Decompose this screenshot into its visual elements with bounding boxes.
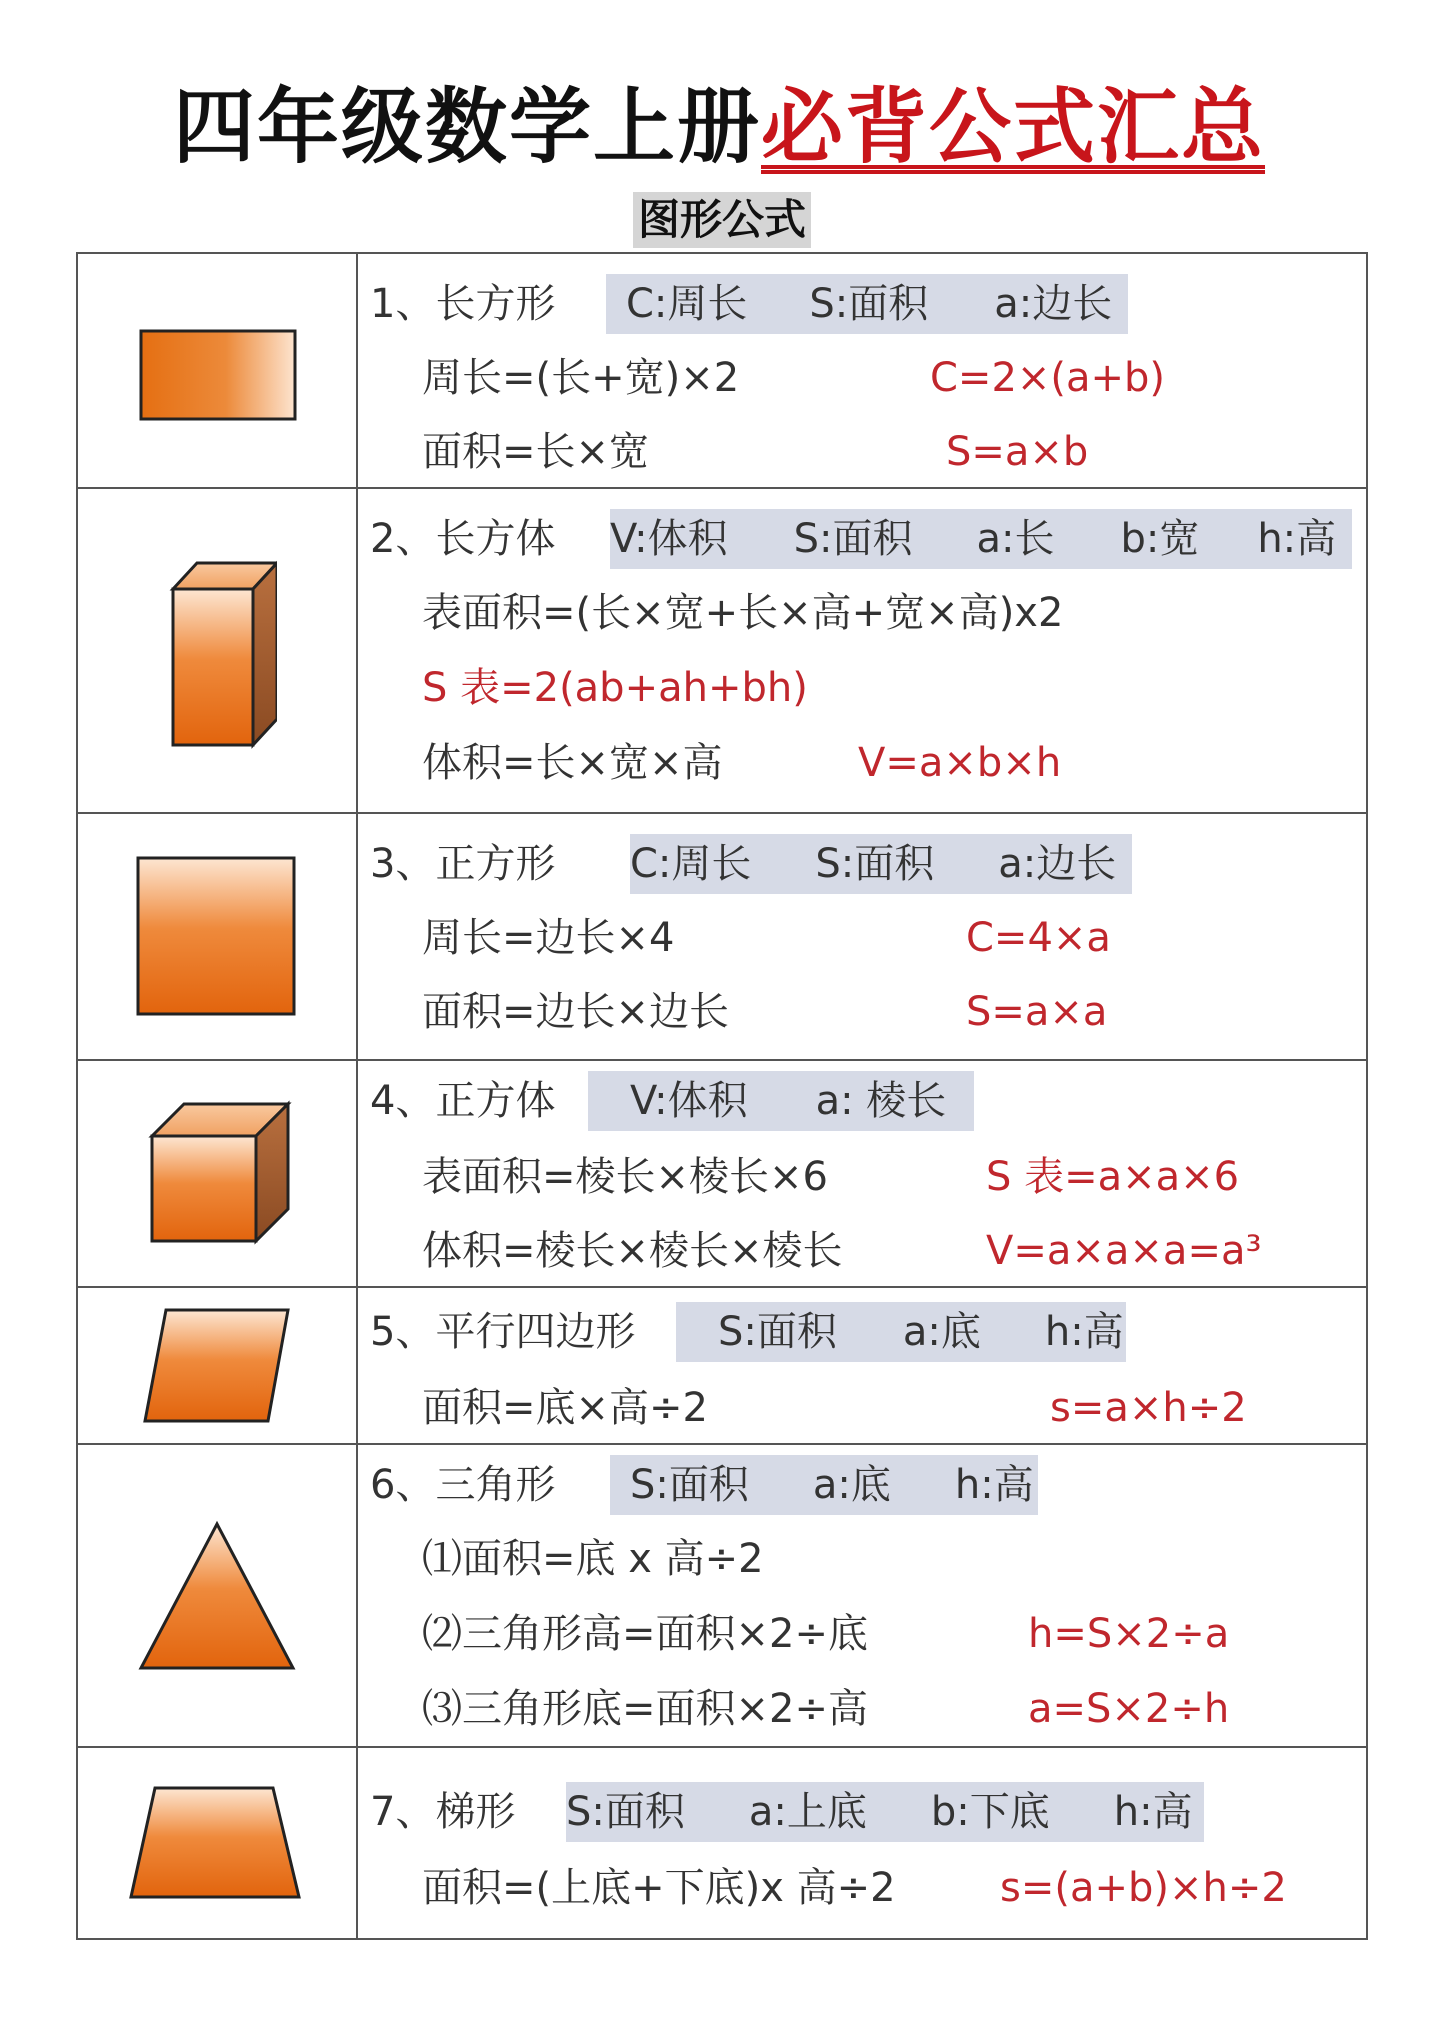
shape-heading: 2、长方体 [370, 516, 556, 562]
shape-cell [77, 1060, 357, 1287]
shape-heading: 6、三角形 [370, 1462, 556, 1508]
formula-expression: V=a×b×h [858, 740, 1062, 786]
table-row [77, 1444, 1367, 1747]
parallelogram-icon [142, 1307, 292, 1425]
legend-item: S:面积 [630, 1462, 749, 1508]
legend-bar [606, 274, 1128, 334]
formula-cell [357, 1444, 1367, 1747]
legend-item: C:周长 [630, 841, 752, 887]
square-icon [135, 855, 299, 1019]
shape-heading: 4、正方体 [370, 1078, 556, 1124]
formula-expression: S=a×b [946, 429, 1089, 475]
formula-cell [357, 813, 1367, 1060]
legend-item: h:高 [1257, 516, 1337, 562]
formula-cell [357, 488, 1367, 813]
legend-item: S:面积 [815, 841, 935, 887]
section-subtitle: 图形公式 [633, 192, 811, 248]
formula-text: 面积=长×宽 [422, 429, 650, 475]
formula-text: 体积=棱长×棱长×棱长 [422, 1228, 843, 1274]
formula-expression: S 表=2(ab+ah+bh) [422, 665, 808, 711]
legend-bar [610, 509, 1352, 569]
formula-text: 面积=底×高÷2 [422, 1385, 708, 1431]
formula-text: ⑵三角形高=面积×2÷底 [422, 1611, 868, 1657]
formula-expression: s=a×h÷2 [1050, 1385, 1247, 1431]
formula-text: 面积=(上底+下底)x 高÷2 [422, 1865, 896, 1911]
table-row [77, 1747, 1367, 1939]
formula-expression: h=S×2÷a [1028, 1611, 1230, 1657]
formula-expression: C=4×a [966, 915, 1111, 961]
formula-expression: s=(a+b)×h÷2 [1000, 1865, 1287, 1911]
formula-cell [357, 1287, 1367, 1444]
legend-bar [676, 1302, 1126, 1362]
formula-table [76, 252, 1368, 1940]
formula-cell [357, 1747, 1367, 1939]
formula-cell [357, 1060, 1367, 1287]
formula-expression: C=2×(a+b) [930, 355, 1166, 401]
legend-item: V:体积 [610, 516, 728, 562]
table-row [77, 1287, 1367, 1444]
legend-item: a:边长 [994, 281, 1113, 327]
page-title [0, 78, 1438, 178]
formula-text: ⑴面积=底 x 高÷2 [422, 1536, 764, 1582]
formula-expression: V=a×a×a=a³ [986, 1228, 1262, 1274]
legend-item: a:上底 [748, 1789, 867, 1835]
legend-item: a: 棱长 [815, 1078, 947, 1124]
table-row [77, 253, 1367, 488]
shape-heading: 3、正方形 [370, 841, 556, 887]
formula-text: 面积=边长×边长 [422, 989, 730, 1035]
legend-item: S:面积 [809, 281, 929, 327]
shape-cell [77, 1747, 357, 1939]
shape-heading: 5、平行四边形 [370, 1309, 636, 1355]
trapezoid-icon [127, 1785, 307, 1901]
legend-item: a:长 [976, 516, 1055, 562]
legend-item: a:底 [902, 1309, 981, 1355]
shape-cell [77, 1444, 357, 1747]
formula-expression: a=S×2÷h [1028, 1686, 1230, 1732]
legend-item: C:周长 [626, 281, 748, 327]
rectangle-icon [132, 316, 302, 426]
legend-bar [630, 834, 1132, 894]
legend-bar [566, 1782, 1204, 1842]
cube-icon [142, 1099, 292, 1249]
formula-text: 周长=边长×4 [422, 915, 675, 961]
legend-item: h:高 [1113, 1789, 1193, 1835]
shape-cell [77, 488, 357, 813]
legend-item: S:面积 [793, 516, 913, 562]
legend-item: a:底 [812, 1462, 891, 1508]
shape-heading: 1、长方形 [370, 281, 556, 327]
formula-expression: S 表=a×a×6 [986, 1154, 1240, 1200]
legend-item: a:边长 [998, 841, 1117, 887]
cuboid-icon [157, 541, 277, 761]
legend-item: S:面积 [718, 1309, 837, 1355]
legend-bar [588, 1071, 974, 1131]
shape-cell [77, 253, 357, 488]
table-row [77, 813, 1367, 1060]
formula-expression: S=a×a [966, 989, 1108, 1035]
title-main: 四年级数学上册 [172, 80, 761, 175]
title-highlight: 必背公式汇总 [761, 80, 1266, 175]
legend-item: V:体积 [630, 1078, 748, 1124]
legend-item: b:下底 [930, 1789, 1050, 1835]
formula-text: 周长=(长+宽)×2 [422, 355, 740, 401]
formula-text: 表面积=(长×宽+长×高+宽×高)x2 [422, 590, 1064, 636]
shape-cell [77, 813, 357, 1060]
triangle-icon [137, 1520, 297, 1672]
legend-item: h:高 [1044, 1309, 1124, 1355]
formula-text: ⑶三角形底=面积×2÷高 [422, 1686, 868, 1732]
legend-item: h:高 [954, 1462, 1034, 1508]
table-row [77, 1060, 1367, 1287]
formula-text: 表面积=棱长×棱长×6 [422, 1154, 828, 1200]
formula-text: 体积=长×宽×高 [422, 740, 723, 786]
shape-heading: 7、梯形 [370, 1789, 516, 1835]
legend-item: b:宽 [1120, 516, 1200, 562]
legend-item: S:面积 [566, 1789, 685, 1835]
table-row [77, 488, 1367, 813]
legend-bar [610, 1455, 1038, 1515]
formula-cell [357, 253, 1367, 488]
shape-cell [77, 1287, 357, 1444]
